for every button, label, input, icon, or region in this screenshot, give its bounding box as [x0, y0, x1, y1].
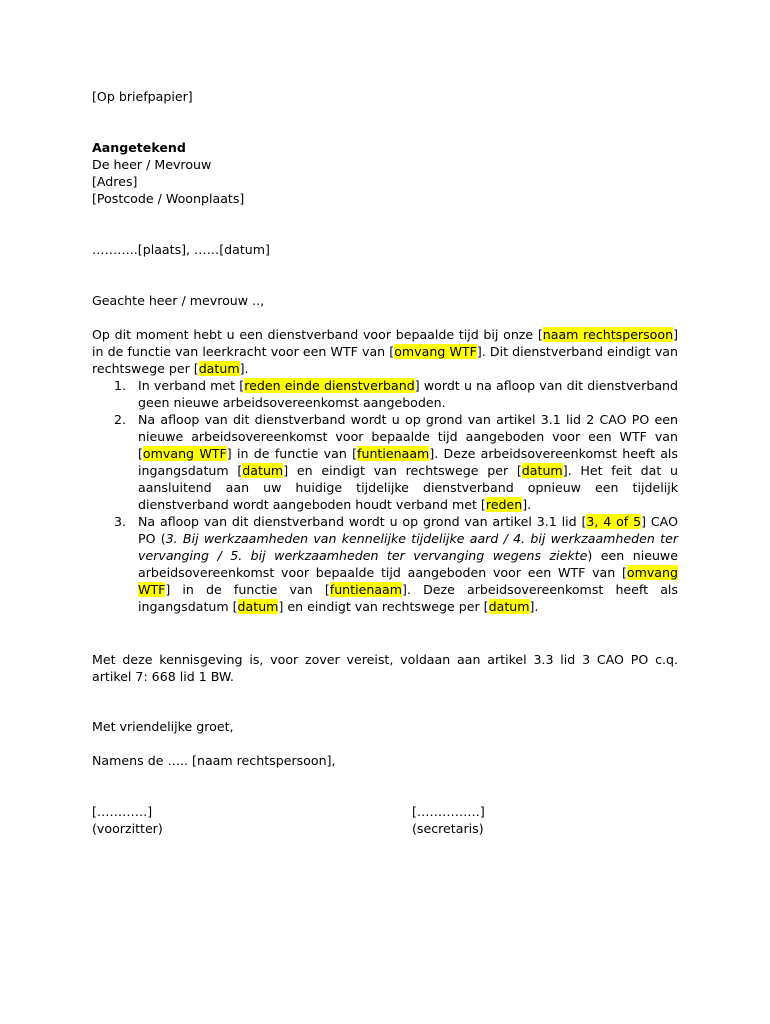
signature-blank: […………]	[92, 804, 153, 819]
place-date: ………..[plaats], ……[datum]	[92, 242, 270, 257]
highlight-wtf: omvang WTF	[142, 446, 227, 461]
signature-role: (secretaris)	[412, 821, 484, 836]
highlight-legal-entity: naam rechtspersoon	[542, 327, 674, 342]
list-item: 3. Na afloop van dit dienstverband wordt u op grond van artikel 3.1 lid [3, 4 of 5] CAO PO (3. Bij werkzaamheden van kennelijke tijdelijke aard / 4. bij werkzaamheden ter vervanging / 5. bij werkzaamheden ter vervanging wegens ziekte) een nieuwe arbeidsovereenkomst voor bepaalde tijd aangeboden voor een WTF van [omvang WTF] in de functie van [funtienaam]. Deze arbeidsovereenkomst heeft als ingangsdatum [datum] en eindigt van rechtswege per [datum].	[114, 514, 678, 614]
recipient-city: [Postcode / Woonplaats]	[92, 191, 245, 206]
signature-role: (voorzitter)	[92, 821, 163, 836]
notice-paragraph: Met deze kennisgeving is, voor zover vereist, voldaan aan artikel 3.3 lid 3 CAO PO c.q. artikel 7: 668 lid 1 BW.	[92, 652, 678, 684]
on-behalf-line: Namens de ….. [naam rechtspersoon],	[92, 753, 336, 768]
recipient-street: [Adres]	[92, 174, 138, 189]
list-item: 2. Na afloop van dit dienstverband wordt u op grond van artikel 3.1 lid 2 CAO PO een nieuwe arbeidsovereenkomst voor bepaalde tijd aangeboden voor een WTF van [omvang WTF] in de functie van [funtienaam]. Deze arbeidsovereenkomst heeft als ingangsdatum [datum] en eindigt van rechtswege per [datum]. Het feit dat u aansluitend aan uw huidige tijdelijke dienstverband opnieuw een tijdelijk dienstverband wordt aangeboden houdt verband met [reden].	[114, 412, 678, 512]
highlight-end-date: datum	[198, 361, 240, 376]
signature-secretary	[412, 803, 485, 837]
signature-chair	[92, 803, 163, 837]
highlight-function: funtienaam	[329, 582, 403, 597]
letterhead-note: [Op briefpapier]	[92, 89, 193, 104]
recipient-name: De heer / Mevrouw	[92, 157, 212, 172]
registered-label: Aangetekend	[92, 140, 186, 155]
highlight-end-date: datum	[521, 463, 563, 478]
article-options-text: 3. Bij werkzaamheden van kennelijke tijdelijke aard / 4. bij werkzaamheden ter vervanging / 5. bij werkzaamheden ter vervanging wegens ziekte	[138, 531, 678, 563]
salutation: Geachte heer / mevrouw ..,	[92, 293, 265, 308]
letter-body	[92, 326, 678, 615]
highlight-start-date: datum	[242, 463, 284, 478]
list-item: 1. In verband met [reden einde dienstverband] wordt u na afloop van dit dienstverband geen nieuwe arbeidsovereenkomst aangeboden.	[114, 378, 679, 410]
highlight-start-date: datum	[237, 599, 279, 614]
highlight-reason: reden	[485, 497, 523, 512]
highlight-reason-end: reden einde dienstverband	[244, 378, 415, 393]
signature-blank: [……………]	[412, 804, 485, 819]
closing: Met vriendelijke groet,	[92, 719, 234, 734]
intro-paragraph: Op dit moment hebt u een dienstverband voor bepaalde tijd bij onze [naam rechtspersoon] in de functie van leerkracht voor een WTF van [omvang WTF]. Dit dienstverband eindigt van rechtswege per [datum].	[92, 327, 678, 376]
highlight-article-member: 3, 4 of 5	[586, 514, 642, 529]
recipient-address	[92, 139, 678, 207]
highlight-end-date: datum	[488, 599, 530, 614]
highlight-wtf: omvang WTF	[138, 565, 678, 597]
highlight-wtf: omvang WTF	[394, 344, 477, 359]
option-list	[92, 377, 678, 615]
highlight-function: funtienaam	[357, 446, 430, 461]
